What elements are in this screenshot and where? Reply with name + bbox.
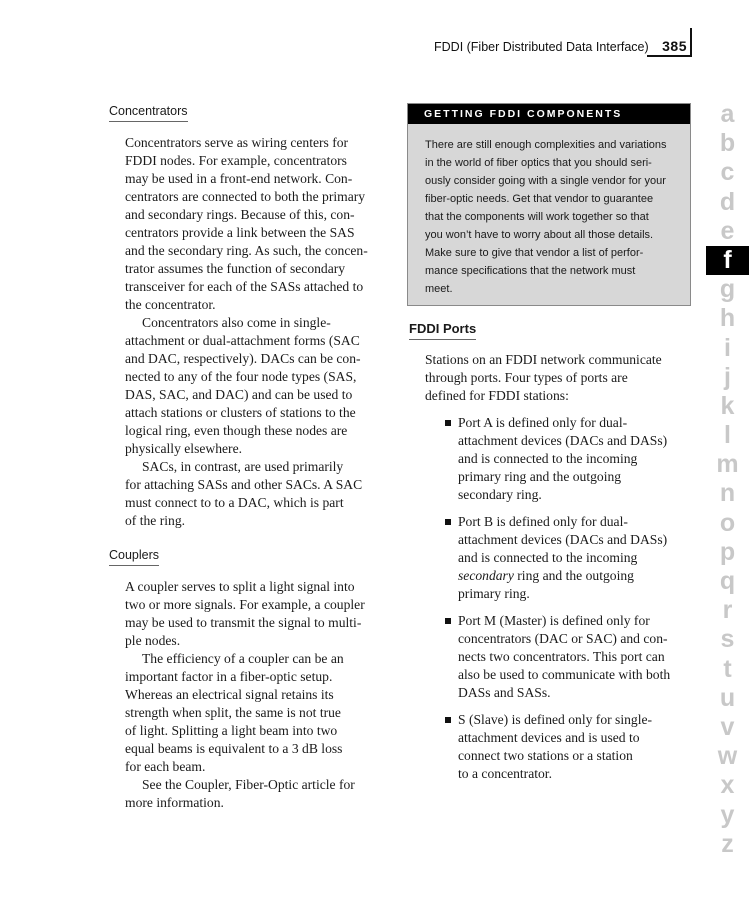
thumb-index-letter-r: r: [722, 596, 733, 625]
thumb-index-letter-q: q: [719, 567, 736, 595]
sidebar-line: fiber-optic needs. Get that vendor to guarantee: [425, 193, 654, 205]
text-line: transceiver for each of the SASs attached to: [125, 279, 364, 294]
concentrators-section: [125, 134, 368, 530]
text-line: ple nodes.: [125, 633, 181, 648]
thumb-index-letter-s: s: [720, 625, 735, 654]
thumb-index-letter-h: h: [719, 304, 736, 333]
thumb-index-letter-a: a: [720, 100, 735, 128]
text-line: to a concentrator.: [458, 766, 552, 781]
concentrators-heading: Concentrators: [109, 104, 188, 122]
sidebar-body: [408, 124, 690, 298]
bullet-icon: [445, 618, 451, 624]
text-line: primary ring and the outgoing: [458, 469, 622, 484]
bullet-icon: [445, 420, 451, 426]
text-line: attachment or dual-attachment forms (SAC: [125, 333, 360, 348]
thumb-index-letter-i: i: [724, 333, 731, 362]
text-line: through ports. Four types of ports are: [425, 370, 628, 385]
port-m-text: [458, 612, 670, 702]
text-line: connect two stations or a station: [458, 748, 633, 763]
couplers-section: [125, 578, 365, 812]
text-line: The efficiency of a coupler can be an: [142, 651, 344, 666]
text-line: trator assumes the function of secondary: [125, 261, 346, 276]
text-line: FDDI nodes. For example, concentrators: [125, 153, 347, 168]
thumb-index-letter-j: j: [724, 362, 731, 391]
text-line: A coupler serves to split a light signal into: [125, 579, 355, 594]
page-number: 385: [662, 38, 687, 54]
thumb-index-letter-t: t: [723, 654, 732, 683]
text-line: concentrators (DAC or SAC) and con-: [458, 631, 668, 646]
emphasis-secondary: secondary: [458, 568, 514, 583]
text-line: may be used to transmit the signal to multi-: [125, 615, 362, 630]
sidebar-line: mance specifications that the network must: [425, 265, 636, 277]
thumb-index-letter-y: y: [720, 800, 735, 829]
text-line: the concentrator.: [125, 297, 216, 312]
thumb-index-letter-u: u: [719, 683, 736, 712]
text-line: Whereas an electrical signal retains its: [125, 687, 334, 702]
text-line: physically elsewhere.: [125, 441, 243, 456]
text-line: nected to any of the four node types (SAS,: [125, 369, 357, 384]
text-line: must connect to to a DAC, which is part: [125, 495, 344, 510]
text-line: defined for FDDI stations:: [425, 388, 569, 403]
thumb-index-letter-p: p: [719, 537, 736, 566]
thumb-index-letter-e: e: [720, 216, 735, 245]
fddi-ports-intro: [425, 351, 662, 405]
thumb-index-letter-f: f: [706, 246, 749, 275]
port-s-text: [458, 711, 652, 783]
text-line: attachment devices and is used to: [458, 730, 640, 745]
text-line: Port B is defined only for dual-: [458, 514, 628, 529]
text-line: Port M (Master) is defined only for: [458, 613, 650, 628]
text-line: also be used to communicate with both: [458, 667, 671, 682]
thumb-index-letter-k: k: [720, 391, 735, 420]
text-line: and the secondary ring. As such, the concen-: [125, 243, 368, 258]
text-line: SACs, in contrast, are used primarily: [142, 459, 344, 474]
text-line: for attaching SASs and other SACs. A SAC: [125, 477, 363, 492]
text-line: strength when split, the same is not true: [125, 705, 341, 720]
text-line: for each beam.: [125, 759, 206, 774]
thumb-index-letter-m: m: [716, 450, 739, 479]
text-line: attach stations or clusters of stations to the: [125, 405, 356, 420]
text-line: more information.: [125, 795, 224, 810]
text-line: DAS, SAC, and DAC) and can be used to: [125, 387, 353, 402]
sidebar-line: meet.: [425, 283, 453, 295]
running-head-title: FDDI (Fiber Distributed Data Interface): [434, 40, 649, 54]
thumb-index-letter-z: z: [721, 829, 734, 858]
text-line: DASs and SASs.: [458, 685, 551, 700]
thumb-index-letter-w: w: [717, 742, 738, 771]
sidebar-line: that the components will work together so that: [425, 211, 649, 223]
thumb-index-letter-l: l: [724, 421, 731, 450]
sidebar-line: in the world of fiber optics that you should seri-: [425, 157, 652, 169]
thumb-index-letter-c: c: [720, 158, 735, 187]
text-line: nects two concentrators. This port can: [458, 649, 665, 664]
text-line: [458, 567, 667, 585]
text-line: Stations on an FDDI network communicate: [425, 352, 662, 367]
running-head: [300, 33, 687, 59]
thumb-index-letter-o: o: [719, 508, 736, 537]
sidebar-line: ously consider going with a single vendor for your: [425, 175, 666, 187]
text-line: centrators provide a link between the SAS: [125, 225, 355, 240]
text-line: and is connected to the incoming: [458, 550, 638, 565]
text-line: See the Coupler, Fiber-Optic article for: [142, 777, 355, 792]
bullet-icon: [445, 519, 451, 525]
thumb-index-letter-g: g: [719, 275, 736, 304]
text-fragment: ring and the outgoing: [513, 568, 634, 583]
text-line: attachment devices (DACs and DASs): [458, 433, 668, 448]
port-b-text: [458, 513, 667, 603]
port-a-text: [458, 414, 667, 504]
text-line: may be used in a front-end network. Con-: [125, 171, 353, 186]
text-line: logical ring, even though these nodes are: [125, 423, 348, 438]
thumb-index-letter-b: b: [719, 129, 736, 158]
text-line: attachment devices (DACs and DASs): [458, 532, 668, 547]
text-line: S (Slave) is defined only for single-: [458, 712, 653, 727]
text-line: centrators are connected to both the primary: [125, 189, 366, 204]
bullet-icon: [445, 717, 451, 723]
header-rule-vertical: [690, 28, 692, 56]
sidebar-line: There are still enough complexities and variations: [425, 139, 667, 151]
text-line: and secondary rings. Because of this, con-: [125, 207, 355, 222]
text-line: and is connected to the incoming: [458, 451, 638, 466]
text-line: of the ring.: [125, 513, 186, 528]
sidebar-title: GETTING FDDI COMPONENTS: [408, 104, 690, 124]
thumb-index-letter-d: d: [719, 187, 736, 216]
sidebar-line: you won’t have to worry about all those details.: [425, 229, 654, 241]
sidebar-box: [407, 103, 691, 306]
text-line: secondary ring.: [458, 487, 542, 502]
text-line: and DAC, respectively). DACs can be con-: [125, 351, 361, 366]
sidebar-line: Make sure to give that vendor a list of perfor-: [425, 247, 644, 259]
text-line: of light. Splitting a light beam into two: [125, 723, 338, 738]
couplers-heading: Couplers: [109, 548, 159, 566]
text-line: primary ring.: [458, 586, 530, 601]
header-rule-horizontal: [647, 55, 692, 57]
text-line: Concentrators also come in single-: [142, 315, 331, 330]
text-line: two or more signals. For example, a coupler: [125, 597, 365, 612]
text-line: Concentrators serve as wiring centers for: [125, 135, 349, 150]
text-line: important factor in a fiber-optic setup.: [125, 669, 333, 684]
thumb-index: [706, 100, 749, 859]
text-line: Port A is defined only for dual-: [458, 415, 628, 430]
thumb-index-letter-n: n: [719, 479, 736, 508]
thumb-index-letter-x: x: [720, 771, 735, 800]
thumb-index-letter-v: v: [720, 712, 735, 741]
text-line: equal beams is equivalent to a 3 dB loss: [125, 741, 343, 756]
fddi-ports-heading: FDDI Ports: [409, 321, 476, 340]
